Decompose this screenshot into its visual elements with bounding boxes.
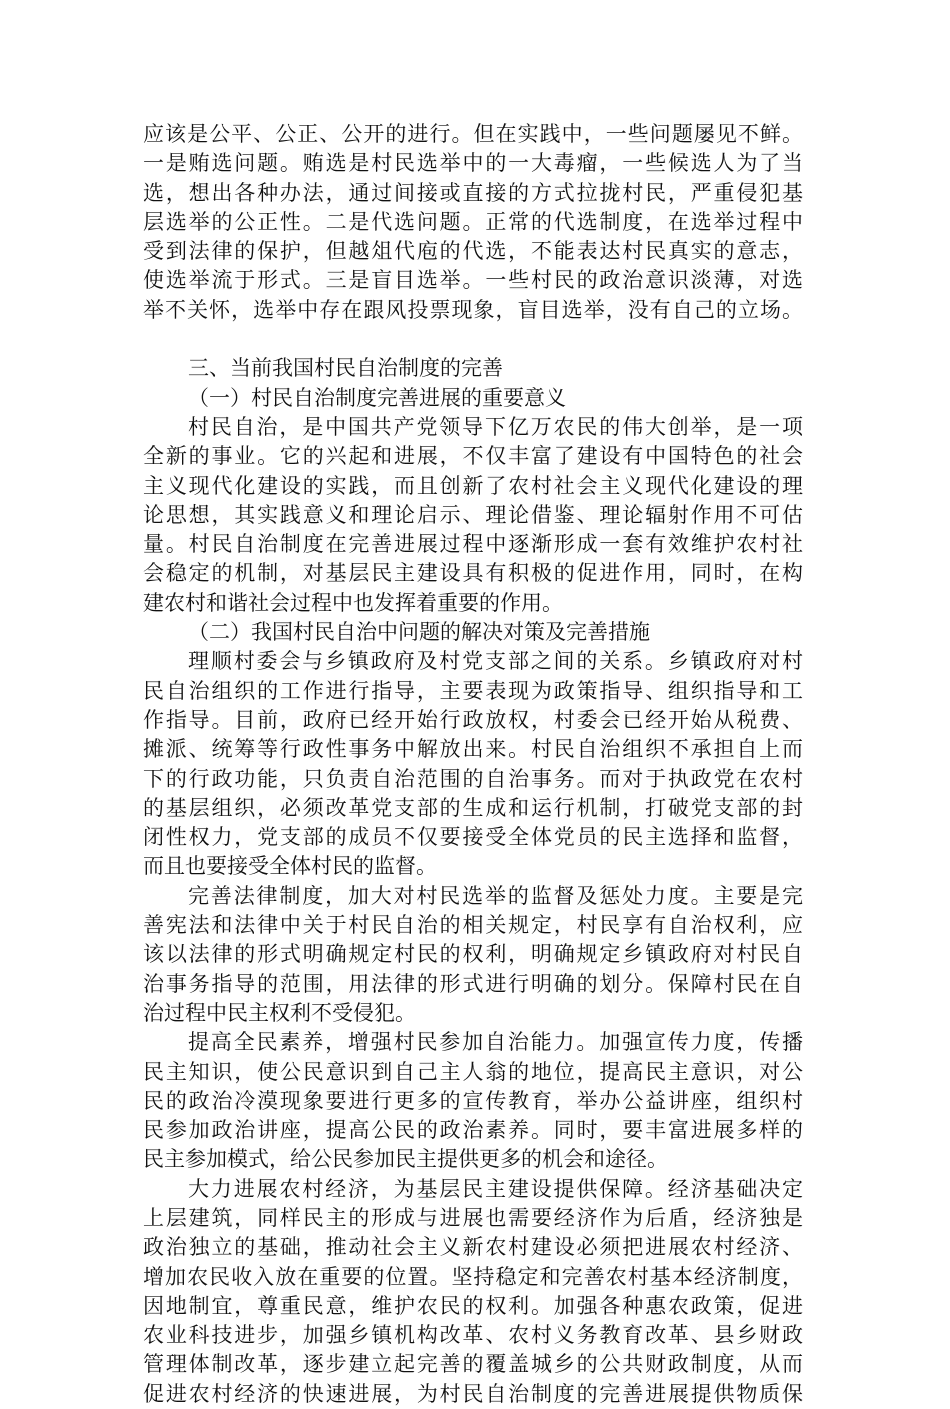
text-line: （二）我国村民自治中问题的解决对策及完善措施 bbox=[188, 620, 650, 645]
document-body bbox=[143, 120, 803, 1409]
text-line: 民主参加模式，给公民参加民主提供更多的机会和途径。 bbox=[143, 1147, 668, 1172]
text-line: 会稳定的机制，对基层民主建设具有积极的促进作用，同时，在构 bbox=[143, 561, 803, 586]
text-line: 下的行政功能，只负责自治范围的自治事务。而对于执政党在农村 bbox=[143, 766, 803, 791]
text-line: 上层建筑，同样民主的形成与进展也需要经济作为后盾，经济独是 bbox=[143, 1205, 803, 1230]
text-line: 该以法律的形式明确规定村民的权利，明确规定乡镇政府对村民自 bbox=[143, 942, 803, 967]
text-line: 而且也要接受全体村民的监督。 bbox=[143, 854, 437, 879]
text-line: 建农村和谐社会过程中也发挥着重要的作用。 bbox=[143, 590, 563, 615]
text-line: 因地制宜，尊重民意，维护农民的权利。加强各种惠农政策，促进 bbox=[143, 1293, 803, 1318]
text-line: 大力进展农村经济，为基层民主建设提供保障。经济基础决定 bbox=[188, 1176, 803, 1201]
text-line: 增加农民收入放在重要的位置。坚持稳定和完善农村基本经济制度， bbox=[143, 1264, 803, 1289]
text-line: 全新的事业。它的兴起和进展，不仅丰富了建设有中国特色的社会 bbox=[143, 444, 803, 469]
text-line: 农业科技进步，加强乡镇机构改革、农村义务教育改革、县乡财政 bbox=[143, 1323, 803, 1348]
blank-line bbox=[143, 325, 803, 354]
text-line: 闭性权力，党支部的成员不仅要接受全体党员的民主选择和监督， bbox=[143, 825, 803, 850]
text-line: 村民自治，是中国共产党领导下亿万农民的伟大创举，是一项 bbox=[188, 414, 803, 439]
text-line: 治事务指导的范围，用法律的形式进行明确的划分。保障村民在自 bbox=[143, 971, 803, 996]
text-line: 民参加政治讲座，提高公民的政治素养。同时，要丰富进展多样的 bbox=[143, 1118, 803, 1143]
text-line: （一）村民自治制度完善进展的重要意义 bbox=[188, 385, 566, 410]
text-line: 摊派、统筹等行政性事务中解放出来。村民自治组织不承担自上而 bbox=[143, 737, 803, 762]
text-line: 一是贿选问题。贿选是村民选举中的一大毒瘤，一些候选人为了当 bbox=[143, 151, 803, 176]
text-line: 作指导。目前，政府已经开始行政放权，村委会已经开始从税费、 bbox=[143, 707, 803, 732]
text-line: 民自治组织的工作进行指导，主要表现为政策指导、组织指导和工 bbox=[143, 678, 803, 703]
text-line: 完善法律制度，加大对村民选举的监督及惩处力度。主要是完 bbox=[188, 883, 803, 908]
text-line: 理顺村委会与乡镇政府及村党支部之间的关系。乡镇政府对村 bbox=[188, 649, 803, 674]
text-line: 选，想出各种办法，通过间接或直接的方式拉拢村民，严重侵犯基 bbox=[143, 180, 803, 205]
text-line: 受到法律的保护，但越俎代庖的代选，不能表达村民真实的意志， bbox=[143, 239, 803, 264]
text-line: 管理体制改革，逐步建立起完善的覆盖城乡的公共财政制度，从而 bbox=[143, 1352, 803, 1377]
text-line: 主义现代化建设的实践，而且创新了农村社会主义现代化建设的理 bbox=[143, 473, 803, 498]
text-line: 使选举流于形式。三是盲目选举。一些村民的政治意识淡薄，对选 bbox=[143, 268, 803, 293]
text-line: 政治独立的基础，推动社会主义新农村建设必须把进展农村经济、 bbox=[143, 1235, 803, 1260]
text-line: 促进农村经济的快速进展，为村民自治制度的完善进展提供物质保 bbox=[143, 1381, 803, 1406]
text-line: 量。村民自治制度在完善进展过程中逐渐形成一套有效维护农村社 bbox=[143, 532, 803, 557]
text-line: 层选举的公正性。二是代选问题。正常的代选制度，在选举过程中 bbox=[143, 209, 803, 234]
text-line: 举不关怀，选举中存在跟风投票现象，盲目选举，没有自己的立场。 bbox=[143, 297, 803, 322]
text-line: 论思想，其实践意义和理论启示、理论借鉴、理论辐射作用不可估 bbox=[143, 502, 803, 527]
text-line: 民的政治冷漠现象要进行更多的宣传教育，举办公益讲座，组织村 bbox=[143, 1088, 803, 1113]
text-line: 善宪法和法律中关于村民自治的相关规定，村民享有自治权利，应 bbox=[143, 913, 803, 938]
text-line: 三、当前我国村民自治制度的完善 bbox=[188, 356, 503, 381]
text-line: 应该是公平、公正、公开的进行。但在实践中，一些问题屡见不鲜。 bbox=[143, 122, 803, 146]
text-line: 的基层组织，必须改革党支部的生成和运行机制，打破党支部的封 bbox=[143, 795, 803, 820]
text-line: 治过程中民主权利不受侵犯。 bbox=[143, 1000, 416, 1025]
text-line: 民主知识，使公民意识到自己主人翁的地位，提高民主意识，对公 bbox=[143, 1059, 803, 1084]
text-line: 提高全民素养，增强村民参加自治能力。加强宣传力度，传播 bbox=[188, 1030, 803, 1055]
